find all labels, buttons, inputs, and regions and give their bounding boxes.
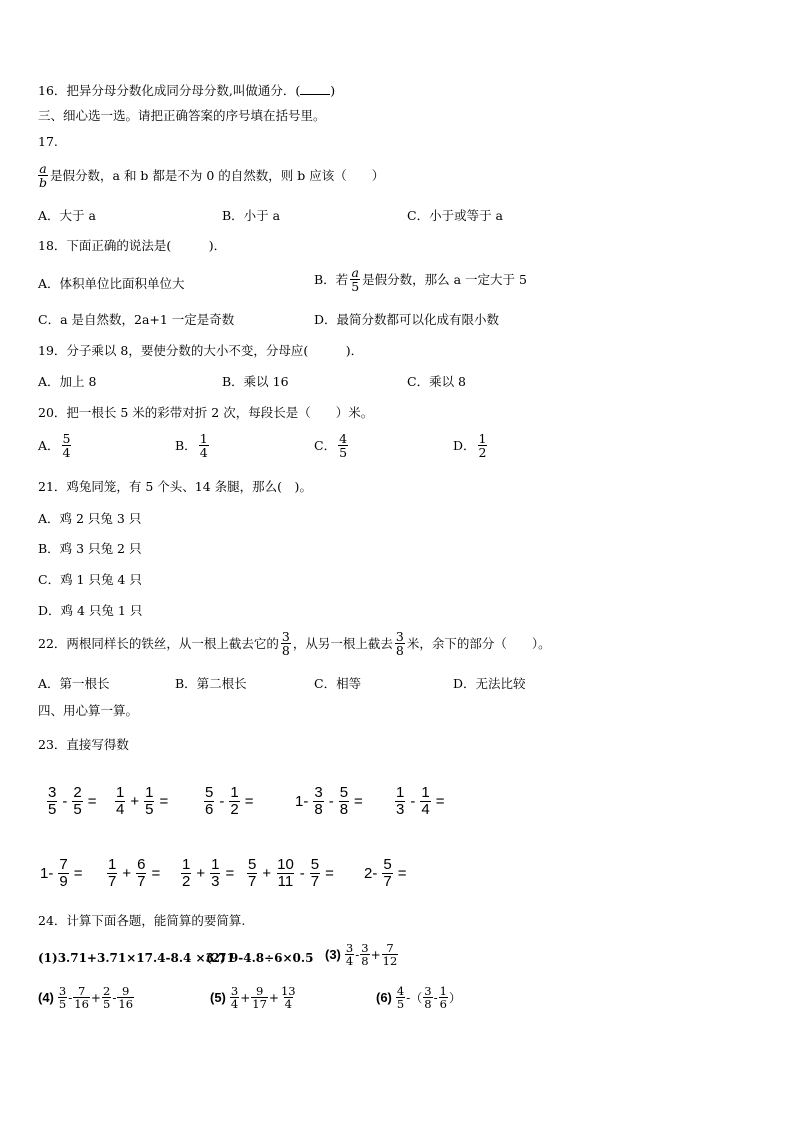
q23-stem: 23．直接写得数 — [38, 737, 129, 752]
q19-option-b[interactable]: B．乘以 16 — [222, 374, 289, 389]
q21-option-d[interactable]: D．鸡 4 只兔 1 只 — [38, 603, 143, 618]
q20-option-d[interactable]: D． 1 2 — [453, 431, 487, 461]
fraction: 5 4 — [62, 431, 71, 461]
q21-option-b[interactable]: B．鸡 3 只兔 2 只 — [38, 541, 142, 556]
q18-option-a[interactable]: A．体积单位比面积单位大 — [38, 276, 185, 291]
q19-option-a[interactable]: A．加上 8 — [38, 374, 97, 389]
q21-stem: 21．鸡兔同笼，有 5 个头、14 条腿，那么( )。 — [38, 479, 312, 494]
calc-item: 1 3 - $\frac{1}{4}$ = — [396, 784, 445, 818]
q16-end: ) — [330, 83, 336, 98]
q21-option-c[interactable]: C．鸡 1 只兔 4 只 — [38, 572, 142, 587]
q16-text: 16．把异分母分数化成同分母分数,叫做通分．( — [38, 83, 301, 98]
q22-option-a[interactable]: A．第一根长 — [38, 676, 110, 691]
calc-item: 5 6 - $\frac{1}{2}$ = — [205, 784, 254, 818]
q24-part-3: (3) 3 4 - 3 8 + $\frac{7}{12}$ — [325, 941, 398, 969]
q17-option-a[interactable]: A．大于 a — [38, 208, 96, 223]
q17-text: 是假分数，a 和 b 都是不为 0 的自然数，则 b 应该（ ） — [50, 167, 385, 183]
q24-stem: 24．计算下面各题，能简算的要简算. — [38, 913, 246, 928]
q21-option-a[interactable]: A．鸡 2 只兔 3 只 — [38, 511, 142, 526]
q22-stem: 22．两根同样长的铁丝，从一根上截去它的 3 8 ，从另一根上截去 3 8 米，余下的部分（ ）。 — [38, 629, 551, 659]
q24-part-2: (2) 9-4.8÷6×0.5 — [206, 951, 314, 965]
fraction: 1 4 — [199, 431, 208, 461]
q24-part-4: (4) 3 5 - 7 16 + $\frac{2}{5}$ - 9 16 — [38, 984, 134, 1012]
q24-part-1: (1)3.71+3.71×17.4-8.4 ×3.71 — [38, 951, 235, 965]
section-4-heading: 四、用心算一算。 — [38, 703, 139, 718]
q22-option-c[interactable]: C．相等 — [314, 676, 362, 691]
q24-part-6: (6) 4 5 -（ 3 8 - 1 6 ） — [376, 984, 462, 1012]
q17-stem — [38, 162, 384, 189]
q22-option-b[interactable]: B．第二根长 — [175, 676, 247, 691]
q24-part-5: (5) 3 4 + $\frac{9}{17}$ + $\frac{13}{4}$ — [210, 984, 296, 1012]
q18-stem: 18．下面正确的说法是( )． — [38, 238, 227, 253]
q19-option-c[interactable]: C．乘以 8 — [407, 374, 466, 389]
fraction: 4 5 — [339, 431, 348, 461]
calc-item: 1- $\frac{7}{9}$ = — [40, 856, 83, 890]
q17-option-c[interactable]: C．小于或等于 a — [407, 208, 503, 223]
calc-item: 3 5 - $\frac{2}{5}$ = — [48, 784, 97, 818]
answer-blank[interactable] — [300, 82, 330, 95]
fraction-a-over-b: a b — [39, 161, 48, 191]
q18-option-d[interactable]: D．最简分数都可以化成有限小数 — [314, 312, 500, 327]
fraction-a-over-5: a 5 — [351, 265, 360, 295]
q17-option-b[interactable]: B．小于 a — [222, 208, 281, 223]
q18-option-b[interactable]: B．若 a 5 是假分数，那么 a 一定大于 5 — [314, 265, 527, 295]
calc-item: 1 4 + $\frac{1}{5}$ = — [116, 784, 169, 818]
calc-item: 5 7 + $\frac{10}{11}$ - $\frac{5}{7}$ = — [248, 856, 334, 890]
fraction: 1 2 — [478, 431, 487, 461]
q19-stem: 19．分子乘以 8，要使分数的大小不变，分母应( )． — [38, 343, 364, 358]
q22-option-d[interactable]: D．无法比较 — [453, 676, 526, 691]
calc-item: 1- 3 8 - $\frac{5}{8}$ = — [295, 784, 363, 818]
calc-item: 1 2 + $\frac{1}{3}$ = — [182, 856, 235, 890]
q20-option-c[interactable]: C． 4 5 — [314, 431, 348, 461]
calc-item: 1 7 + $\frac{6}{7}$ = — [108, 856, 161, 890]
fraction-3-8: 3 8 — [395, 629, 404, 659]
question-16 — [38, 82, 335, 99]
q20-stem: 20．把一根长 5 米的彩带对折 2 次，每段长是（ ）米。 — [38, 405, 374, 420]
fraction-3-8: 3 8 — [281, 629, 290, 659]
q18-option-c[interactable]: C．a 是自然数，2a+1 一定是奇数 — [38, 312, 235, 327]
q20-option-b[interactable]: B． 1 4 — [175, 431, 208, 461]
q20-option-a[interactable]: A． 5 4 — [38, 431, 71, 461]
q17-number: 17. — [38, 134, 58, 149]
section-3-heading: 三、细心选一选。请把正确答案的序号填在括号里。 — [38, 108, 326, 123]
calc-item: 2- $\frac{5}{7}$ = — [364, 856, 407, 890]
